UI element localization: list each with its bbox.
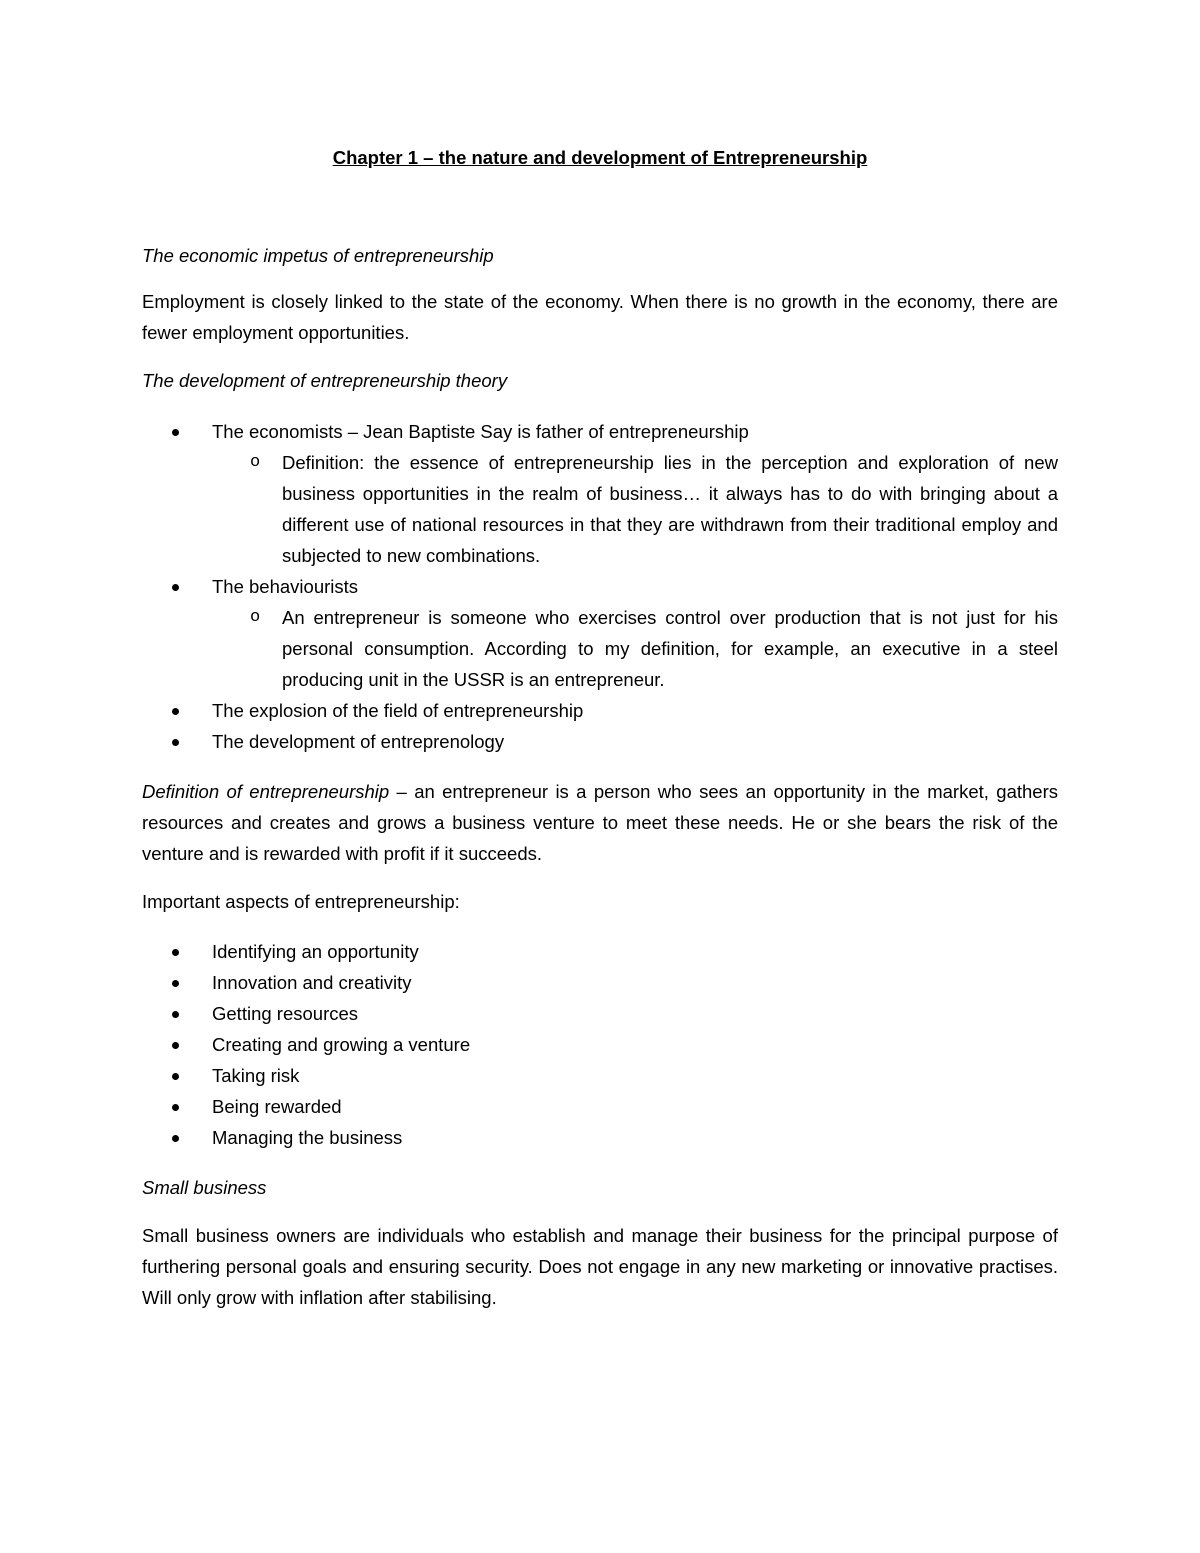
bullet-icon [172,1073,179,1080]
list-item-label: Managing the business [212,1127,403,1148]
list-item-label: The development of entreprenology [212,731,505,752]
bullet-icon [172,708,179,715]
section-heading-small-business: Small business [142,1177,267,1198]
sub-bullet-icon: o [250,608,261,627]
small-business-paragraph: Small business owners are individuals who establish and manage their business for the principal purpose of furthering personal goals and ensuring security. Does not engage in any new marketing or innovative practises. Will only grow with inflation after stabilising. [142,1225,1058,1308]
sub-list [212,447,1058,571]
section-heading-development-theory: The development of entrepreneurship theory [142,370,508,391]
bullet-icon [172,980,179,987]
bullet-icon [172,429,179,436]
sub-bullet-icon: o [250,453,261,472]
list-item-label: Innovation and creativity [212,972,412,993]
list-item [142,1060,1058,1091]
list-item [142,1091,1058,1122]
definition-paragraph [142,776,1058,869]
bullet-icon [172,1104,179,1111]
document-body [142,142,1058,1313]
list-item [142,726,1058,757]
list-item-label: Creating and growing a venture [212,1034,471,1055]
definition-term: Definition of entrepreneurship [142,781,390,802]
list-item [142,936,1058,967]
list-item [142,998,1058,1029]
chapter-title: Chapter 1 – the nature and development of Entrepreneurship [332,147,868,168]
list-item-label: The explosion of the field of entrepreneurship [212,700,584,721]
bullet-icon [172,949,179,956]
list-item-label: Getting resources [212,1003,359,1024]
list-item [142,571,1058,695]
sub-list-item [212,447,1058,571]
list-item-label: The economists – Jean Baptiste Say is father of entrepreneurship [212,421,749,442]
bullet-icon [172,739,179,746]
list-item-label: The behaviourists [212,576,359,597]
bullet-icon [172,1011,179,1018]
economic-impetus-paragraph: Employment is closely linked to the state of the economy. When there is no growth in the economy, there are fewer employment opportunities. [142,291,1058,343]
sub-list [212,602,1058,695]
definition-text: – an entrepreneur is a person who sees an opportunity in the market, gathers resources and creates and grows a business venture to meet these needs. He or she bears the risk of the venture and is rewarded with profit if it succeeds. [142,781,1058,864]
list-item [142,1029,1058,1060]
sub-list-item-text: Definition: the essence of entrepreneurship lies in the perception and exploration of new business opportunities in the realm of business… it always has to do with bringing about a different use of national resources in that they are withdrawn from their traditional employ and subjected to new combinations. [282,452,1058,566]
aspects-list [142,936,1058,1153]
aspects-intro: Important aspects of entrepreneurship: [142,891,460,912]
list-item [142,416,1058,571]
bullet-icon [172,584,179,591]
list-item [142,967,1058,998]
list-item-label: Identifying an opportunity [212,941,419,962]
bullet-icon [172,1135,179,1142]
sub-list-item-text: An entrepreneur is someone who exercises control over production that is not just for his personal consumption. According to my definition, for example, an executive in a steel producing unit in the USSR is an entrepreneur. [282,607,1058,690]
bullet-icon [172,1042,179,1049]
sub-list-item [212,602,1058,695]
theory-list [142,416,1058,757]
list-item-label: Taking risk [212,1065,300,1086]
section-heading-economic-impetus: The economic impetus of entrepreneurship [142,245,494,266]
list-item [142,1122,1058,1153]
list-item-label: Being rewarded [212,1096,342,1117]
list-item [142,695,1058,726]
